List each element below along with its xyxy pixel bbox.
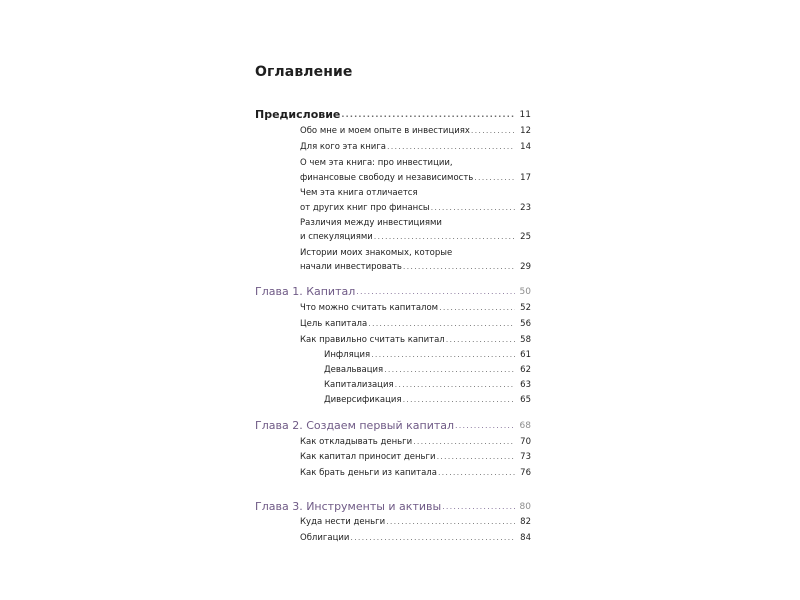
toc-entry-chapter[interactable]: [255, 420, 531, 431]
toc-entry-label: Облигации: [300, 533, 350, 543]
dot-leader: [413, 438, 515, 446]
dot-leader: [474, 174, 515, 182]
toc-entry-label: Как откладывать деньги: [300, 437, 413, 447]
dot-leader: [446, 336, 515, 344]
toc-entry[interactable]: [300, 127, 531, 136]
dot-leader: [341, 111, 515, 119]
toc-entry[interactable]: [300, 534, 531, 543]
dot-leader: [384, 366, 515, 374]
dot-leader: [439, 304, 515, 312]
toc-entry-page: 25: [520, 232, 531, 242]
toc-entry-page: 23: [520, 203, 531, 213]
toc-entry-label: и спекуляциями: [300, 232, 373, 242]
toc-entry-label-line1: Различия между инвестициями: [300, 218, 442, 228]
toc-entry[interactable]: [300, 174, 531, 183]
toc-entry-label: Куда нести деньги: [300, 517, 386, 527]
toc-entry-label: Капитализация: [324, 380, 394, 390]
toc-entry[interactable]: [300, 469, 531, 478]
toc-entry[interactable]: [300, 453, 531, 462]
dot-leader: [350, 534, 515, 542]
toc-entry-label: финансовые свободу и независимость: [300, 173, 474, 183]
toc-entry-label-line1: О чем эта книга: про инвестиции,: [300, 158, 453, 168]
toc-entry-page: 62: [520, 365, 531, 375]
toc-entry-label: Глава 2. Создаем первый капитал: [255, 419, 455, 432]
toc-entry-sub[interactable]: [324, 381, 531, 390]
toc-entry-label-line1: Чем эта книга отличается: [300, 188, 418, 198]
toc-entry-label: начали инвестировать: [300, 262, 402, 272]
dot-leader: [442, 503, 515, 511]
toc-entry-label: Как брать деньги из капитала: [300, 468, 437, 478]
toc-entry-page: 73: [520, 452, 531, 462]
toc-entry-page: 82: [520, 517, 531, 527]
dot-leader: [455, 422, 515, 430]
toc-entry-page: 58: [520, 335, 531, 345]
toc-entry-page: 68: [519, 421, 531, 431]
dot-leader: [356, 288, 515, 296]
toc-entry-page: 11: [519, 110, 531, 120]
toc-entry-page: 70: [520, 437, 531, 447]
toc-entry-page: 50: [519, 287, 531, 297]
dot-leader: [431, 204, 515, 212]
toc-entry[interactable]: [300, 336, 531, 345]
dot-leader: [437, 453, 515, 461]
dot-leader: [387, 143, 515, 151]
toc-entry-page: 17: [520, 173, 531, 183]
toc-entry-label: Девальвация: [324, 365, 384, 375]
toc-entry-page: 84: [520, 533, 531, 543]
toc-entry-page: 29: [520, 262, 531, 272]
toc-entry-page: 14: [520, 142, 531, 152]
toc-entry-label: Обо мне и моем опыте в инвестициях: [300, 126, 470, 136]
toc-entry[interactable]: [300, 204, 531, 213]
toc-entry-chapter[interactable]: [255, 286, 531, 297]
toc-entry[interactable]: [300, 320, 531, 329]
toc-entry[interactable]: [300, 143, 531, 152]
page-title: Оглавление: [255, 64, 353, 80]
toc-entry-page: 56: [520, 319, 531, 329]
dot-leader: [395, 381, 515, 389]
toc-entry-page: 76: [520, 468, 531, 478]
toc-entry-label: Цель капитала: [300, 319, 368, 329]
toc-entry-label: Как правильно считать капитал: [300, 335, 445, 345]
toc-entry-page: 12: [520, 126, 531, 136]
toc-entry-page: 65: [520, 395, 531, 405]
dot-leader: [374, 233, 515, 241]
dot-leader: [471, 127, 515, 135]
dot-leader: [386, 518, 515, 526]
dot-leader: [403, 396, 515, 404]
toc-entry[interactable]: [300, 438, 531, 447]
toc-entry-label: Глава 3. Инструменты и активы: [255, 500, 442, 513]
toc-entry-label: Предисловие: [255, 108, 341, 121]
toc-entry-label: Что можно считать капиталом: [300, 303, 439, 313]
toc-entry-label: Инфляция: [324, 350, 371, 360]
toc-entry-sub[interactable]: [324, 351, 531, 360]
toc-entry[interactable]: [300, 518, 531, 527]
toc-entry-sub[interactable]: [324, 396, 531, 405]
toc-entry-label: Глава 1. Капитал: [255, 285, 356, 298]
dot-leader: [371, 351, 515, 359]
toc-entry-label: Как капитал приносит деньги: [300, 452, 436, 462]
toc-entry-label: Для кого эта книга: [300, 142, 387, 152]
toc-entry-page: 52: [520, 303, 531, 313]
toc-entry-sub[interactable]: [324, 366, 531, 375]
toc-entry-chapter[interactable]: [255, 501, 531, 512]
toc-entry-page: 61: [520, 350, 531, 360]
toc-entry-label-line1: Истории моих знакомых, которые: [300, 248, 453, 258]
toc-entry-label: от других книг про финансы: [300, 203, 430, 213]
toc-entry[interactable]: [300, 304, 531, 313]
dot-leader: [403, 263, 515, 271]
toc-entry[interactable]: [300, 263, 531, 272]
toc-entry-page: 63: [520, 380, 531, 390]
toc-entry-section[interactable]: [255, 109, 531, 120]
toc-entry-page: 80: [519, 502, 531, 512]
toc-entry-label: Диверсификация: [324, 395, 402, 405]
dot-leader: [438, 469, 515, 477]
toc-entry[interactable]: [300, 233, 531, 242]
dot-leader: [368, 320, 515, 328]
